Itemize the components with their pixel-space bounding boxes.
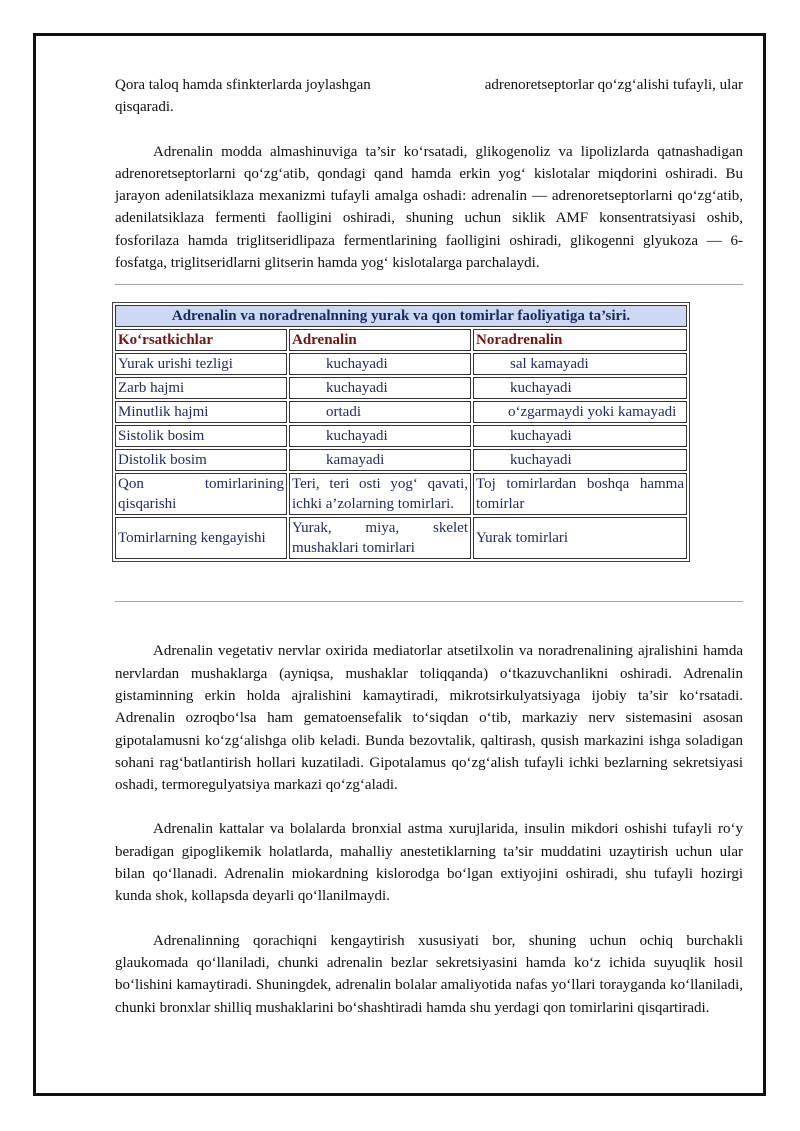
table-cell: Teri, teri osti yog‘ qavati, ichki a’zolarning tomirlari. <box>289 473 471 515</box>
document-body <box>115 74 743 1019</box>
table-cell: Distolik bosim <box>115 449 287 471</box>
table-row <box>115 517 687 559</box>
table-cell: kuchayadi <box>289 353 471 375</box>
table-row <box>115 353 687 375</box>
paragraph-1-line1-right: adrenoretseptorlar qo‘zg‘alishi tufayli, ular <box>484 77 743 93</box>
table-row <box>115 473 687 515</box>
table-row <box>115 425 687 447</box>
paragraph-3: Adrenalin vegetativ nervlar oxirida mediatorlar atsetilxolin va noradrenalining ajralishini hamda nervlardan mushaklarga (ayniqsa, mushaklar toliqqanda) o‘tkazuvchanlikni oshiradi. Adrenalin gistaminning erkin holda ajralishini kamaytiradi, mikrotsirkulyatsiyaga ijobiy ta’sir ko‘rsatadi. Adrenalin ozroqbo‘lsa ham gematoensefalik to‘siqdan o‘tib, markaziy nerv sistemasini asosan gipotalamusni ko‘zg‘alishga olib keladi. Bunda bezovtalik, qaltirash, qusish markazini ishga soladigan sohani rag‘batlantirish hollari kuzatiladi. Gipotalamus qo‘zg‘alish tufayli ichki bezlarning sekretsiyasi oshadi, termoregulyatsiya markazi qo‘zg‘aladi. <box>115 643 743 794</box>
paragraph-2: Adrenalin modda almashinuviga ta’sir ko‘rsatadi, glikogenoliz va lipolizlarda qatnashadigan adrenoretseptorlarni qo‘zg‘atib, qondagi qand hamda erkin yog‘ kislotalar miqdorini oshiradi. Bu jarayon adenilatsiklaza mexanizmi tufayli amalga oshadi: adrenalin — adrenoretseptorlarni qo‘zg‘atib, adenilatsiklaza fermenti faolligini oshiradi, shuning uchun siklik AMF konsentratsiyasi oshib, fosforilaza hamda triglitseridlipaza fermentlarining faolligini oshiradi, glikogenni glyukoza — 6-fosfatga, triglitseridlarni glitserin hamda yog‘ kislotalarga parchalaydi. <box>115 143 743 272</box>
paragraph-1 <box>115 74 743 96</box>
table-cell: o‘zgarmaydi yoki kamayadi <box>473 401 687 423</box>
table-cell: Toj tomirlardan boshqa hamma tomirlar <box>473 473 687 515</box>
table-cell: kuchayadi <box>473 425 687 447</box>
paragraph-1-line1-left: Qora taloq hamda sfinkterlarda joylashgan <box>115 77 371 93</box>
table-cell: kuchayadi <box>473 377 687 399</box>
table-cell: Minutlik hajmi <box>115 401 287 423</box>
table-cell: Yurak urishi tezligi <box>115 353 287 375</box>
header-noradrenalin: Noradrenalin <box>473 329 687 351</box>
table-cell: sal kamayadi <box>473 353 687 375</box>
table-cell: Yurak tomirlari <box>473 517 687 559</box>
table-cell: Zarb hajmi <box>115 377 287 399</box>
table-row <box>115 401 687 423</box>
header-indicators: Ko‘rsatkichlar <box>115 329 287 351</box>
table-cell: Yurak, miya, skelet mushaklari tomirlari <box>289 517 471 559</box>
table-cell: Qon tomirlarining qisqarishi <box>115 473 287 515</box>
table-header-row <box>115 329 687 351</box>
table-title: Adrenalin va noradrenalnning yurak va qon tomirlar faoliyatiga ta’siri. <box>115 305 687 327</box>
table-cell: kuchayadi <box>473 449 687 471</box>
table-cell: ortadi <box>289 401 471 423</box>
comparison-table <box>113 303 689 561</box>
table-cell: Tomirlarning kengayishi <box>115 517 287 559</box>
paragraph-4: Adrenalin kattalar va bolalarda bronxial astma xurujlarida, insulin mikdori oshishi tufayli ro‘y beradigan gipoglikemik holatlarda, mahalliy anestetiklarning ta’sir muddatini uzaytirish uchun ular bilan qo‘llanadi. Adrenalin miokardning kislorodga bo‘lgan extiyojini oshiradi, shu tufayli hozirgi kunda shok, kollapsda deyarli qo‘llanilmaydi. <box>115 821 743 905</box>
table-row <box>115 449 687 471</box>
table-cell: kuchayadi <box>289 425 471 447</box>
paragraph-1-line2: qisqaradi. <box>115 99 174 116</box>
table-cell: Sistolik bosim <box>115 425 287 447</box>
header-adrenalin: Adrenalin <box>289 329 471 351</box>
table-cell: kuchayadi <box>289 377 471 399</box>
paragraph-5: Adrenalinning qorachiqni kengaytirish xususiyati bor, shuning uchun ochiq burchakli glaukomada qo‘llaniladi, chunki adrenalin bezlar sekretsiyasini hamda ko‘z ichida suyuqlik hosil bo‘lishini kamaytiradi. Shuningdek, adrenalin bolalar amaliyotida nafas yo‘llari torayganda ko‘llaniladi, chunki bronxlar shilliq mushaklarini bo‘shashtiradi hamda shu yerdagi qon tomirlarini qisqartiradi. <box>115 932 743 1016</box>
table-row <box>115 377 687 399</box>
table-cell: kamayadi <box>289 449 471 471</box>
